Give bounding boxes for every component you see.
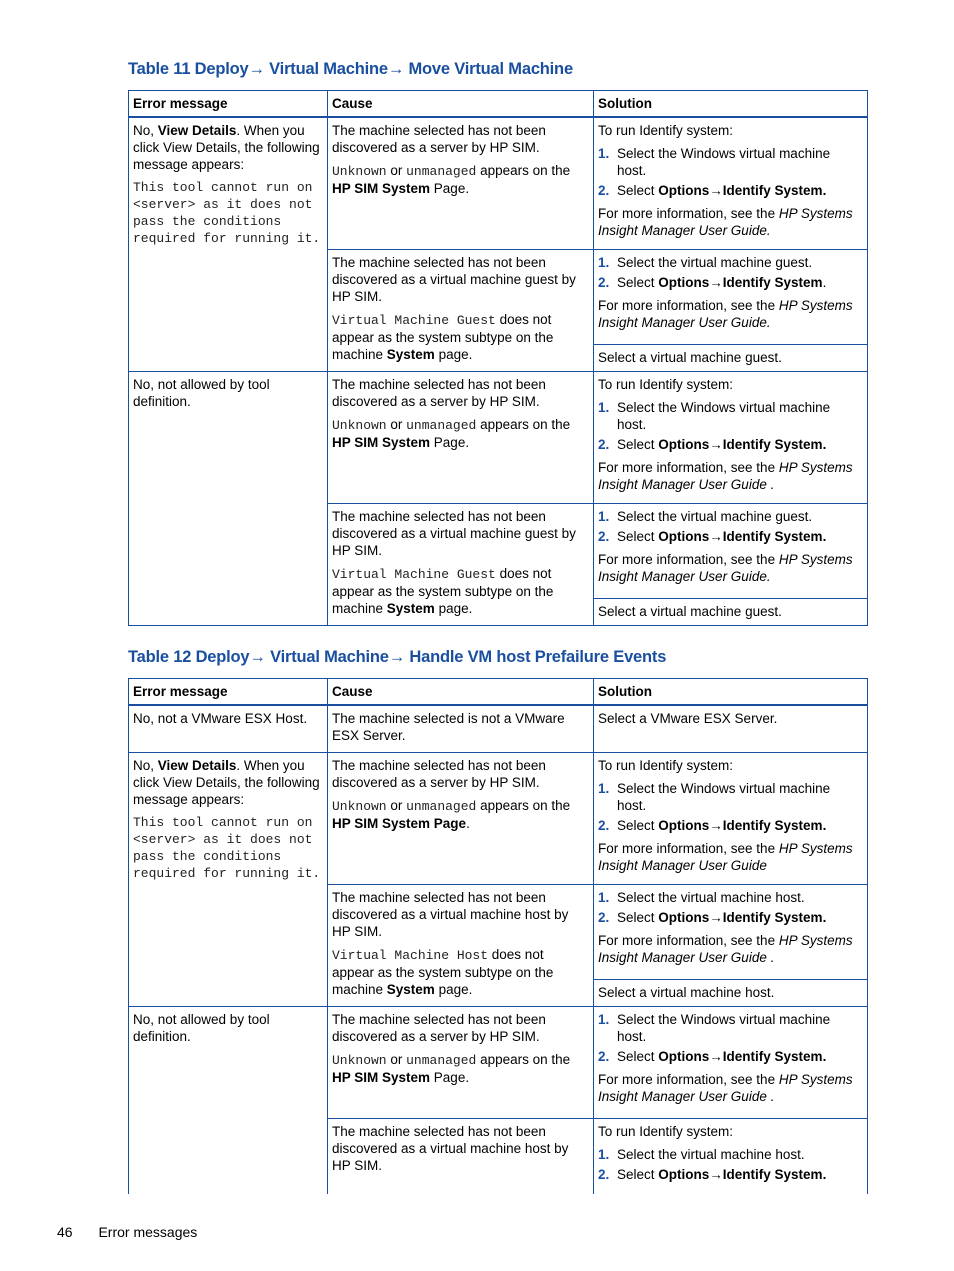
- table-row: [129, 371, 868, 503]
- table-header-row: [129, 91, 868, 118]
- cause-cell: The machine selected has not been discovered as a server by HP SIM. Unknown or unmanaged appears on the HP SIM System Page.: [328, 1006, 594, 1118]
- table-12-caption: Table 12 Deploy→ Virtual Machine→ Handle VM host Prefailure Events: [128, 648, 667, 666]
- header-solution: Solution: [594, 91, 868, 118]
- solution-cell: To run Identify system: 1. Select the virtual machine host. 2. Select Options→Identify System.: [594, 1118, 868, 1194]
- error-message-cell: No, View Details. When you click View Details, the following message appears: This tool cannot run on <server> as it does not pass the conditions required for running it.: [129, 752, 328, 1006]
- table-11-caption: Table 11 Deploy→ Virtual Machine→ Move Virtual Machine: [128, 60, 573, 78]
- step-item: 2. Select Options→Identify System.: [598, 1166, 827, 1182]
- step-item: 2. Select Options→Identify System.: [598, 817, 827, 833]
- solution-cell: 1. Select the virtual machine guest. 2. Select Options→Identify System. For more information, see the HP Systems Insight Manager User Guide.: [594, 503, 868, 598]
- solution-steps: [598, 508, 863, 545]
- footer-section-title: Error messages: [98, 1224, 198, 1240]
- step-item: 2. Select Options→Identify System.: [598, 1048, 827, 1064]
- tool-message-code: This tool cannot run on <server> as it does not pass the conditions required for running it.: [133, 814, 321, 881]
- step-item: 2. Select Options→Identify System.: [598, 528, 827, 544]
- step-item: 1. Select the virtual machine host.: [598, 1146, 805, 1162]
- header-solution: Solution: [594, 679, 868, 706]
- table-row: [129, 705, 868, 752]
- solution-cell: 1. Select the virtual machine guest. 2. Select Options→Identify System. For more information, see the HP Systems Insight Manager User Guide.: [594, 249, 868, 344]
- step-item: 2. Select Options→Identify System.: [598, 274, 827, 290]
- cause-cell: The machine selected has not been discovered as a server by HP SIM. Unknown or unmanaged appears on the HP SIM System Page.: [328, 117, 594, 249]
- header-error-message: Error message: [129, 679, 328, 706]
- cause-cell: The machine selected has not been discovered as a server by HP SIM. Unknown or unmanaged appears on the HP SIM System Page.: [328, 752, 594, 884]
- step-item: 1. Select the virtual machine host.: [598, 889, 805, 905]
- step-item: 1. Select the virtual machine guest.: [598, 508, 813, 524]
- cause-cell: The machine selected has not been discovered as a server by HP SIM. Unknown or unmanaged appears on the HP SIM System Page.: [328, 371, 594, 503]
- solution-steps: [598, 145, 863, 199]
- table-row: [129, 117, 868, 249]
- solution-cell: Select a virtual machine guest.: [594, 598, 868, 625]
- solution-cell: 1. Select the Windows virtual machine host. 2. Select Options→Identify System. For more information, see the HP Systems Insight Manager User Guide .: [594, 1006, 868, 1118]
- step-item: 2. Select Options→Identify System.: [598, 909, 827, 925]
- cause-cell: The machine selected has not been discovered as a virtual machine guest by HP SIM. Virtual Machine Guest does not appear as the system subtype on the machine System page.: [328, 249, 594, 371]
- solution-cell: To run Identify system: 1. Select the Windows virtual machine host. 2. Select Options→Identify System. For more information, see the HP Systems Insight Manager User Guide.: [594, 117, 868, 249]
- header-error-message: Error message: [129, 91, 328, 118]
- table-11: [128, 90, 868, 626]
- step-item: 1. Select the virtual machine guest.: [598, 254, 813, 270]
- step-item: 1. Select the Windows virtual machine host.: [598, 1011, 831, 1044]
- step-item: 1. Select the Windows virtual machine host.: [598, 146, 831, 178]
- step-item: 1. Select the Windows virtual machine host.: [598, 780, 831, 813]
- header-cause: Cause: [328, 679, 594, 706]
- header-cause: Cause: [328, 91, 594, 118]
- solution-steps: [598, 780, 863, 834]
- error-message-cell: [129, 117, 328, 371]
- solution-cell: Select a virtual machine host.: [594, 979, 868, 1006]
- cause-cell: The machine selected has not been discovered as a virtual machine guest by HP SIM. Virtual Machine Guest does not appear as the system subtype on the machine System page.: [328, 503, 594, 625]
- error-message-cell: No, not a VMware ESX Host.: [129, 705, 328, 752]
- error-message-cell: No, not allowed by tool definition.: [129, 371, 328, 625]
- cause-cell: The machine selected has not been discovered as a virtual machine host by HP SIM. Virtual Machine Host does not appear as the system subtype on the machine System page.: [328, 884, 594, 1006]
- solution-steps: [598, 254, 863, 291]
- table-header-row: [129, 679, 868, 706]
- page-footer: [57, 1224, 197, 1240]
- step-item: 2. Select Options→Identify System.: [598, 436, 827, 452]
- solution-steps: [598, 1011, 863, 1065]
- solution-steps: [598, 399, 863, 453]
- error-message-cell: No, not allowed by tool definition.: [129, 1006, 328, 1194]
- cause-cell: The machine selected is not a VMware ESX Server.: [328, 705, 594, 752]
- cause-cell: The machine selected has not been discovered as a virtual machine host by HP SIM.: [328, 1118, 594, 1194]
- step-item: 2. Select Options→Identify System.: [598, 183, 827, 198]
- solution-steps: [598, 1146, 863, 1183]
- table-row: [129, 1006, 868, 1118]
- table-row: [129, 752, 868, 884]
- solution-cell: To run Identify system: 1. Select the Windows virtual machine host. 2. Select Options→Identify System. For more information, see the HP Systems Insight Manager User Guide: [594, 752, 868, 884]
- error-message-text: No, View Details. When you click View Details, the following message appears:: [133, 123, 320, 172]
- page-number: 46: [57, 1224, 73, 1240]
- solution-cell: 1. Select the virtual machine host. 2. Select Options→Identify System. For more information, see the HP Systems Insight Manager User Guide .: [594, 884, 868, 979]
- solution-cell: To run Identify system: 1. Select the Windows virtual machine host. 2. Select Options→Identify System. For more information, see the HP Systems Insight Manager User Guide .: [594, 371, 868, 503]
- step-item: 1. Select the Windows virtual machine host.: [598, 399, 831, 432]
- table-12: [128, 678, 868, 1194]
- solution-cell: Select a virtual machine guest.: [594, 344, 868, 371]
- tool-message-code: This tool cannot run on <server> as it does not pass the conditions required for running it.: [133, 180, 321, 246]
- solution-steps: [598, 889, 863, 926]
- solution-cell: Select a VMware ESX Server.: [594, 705, 868, 752]
